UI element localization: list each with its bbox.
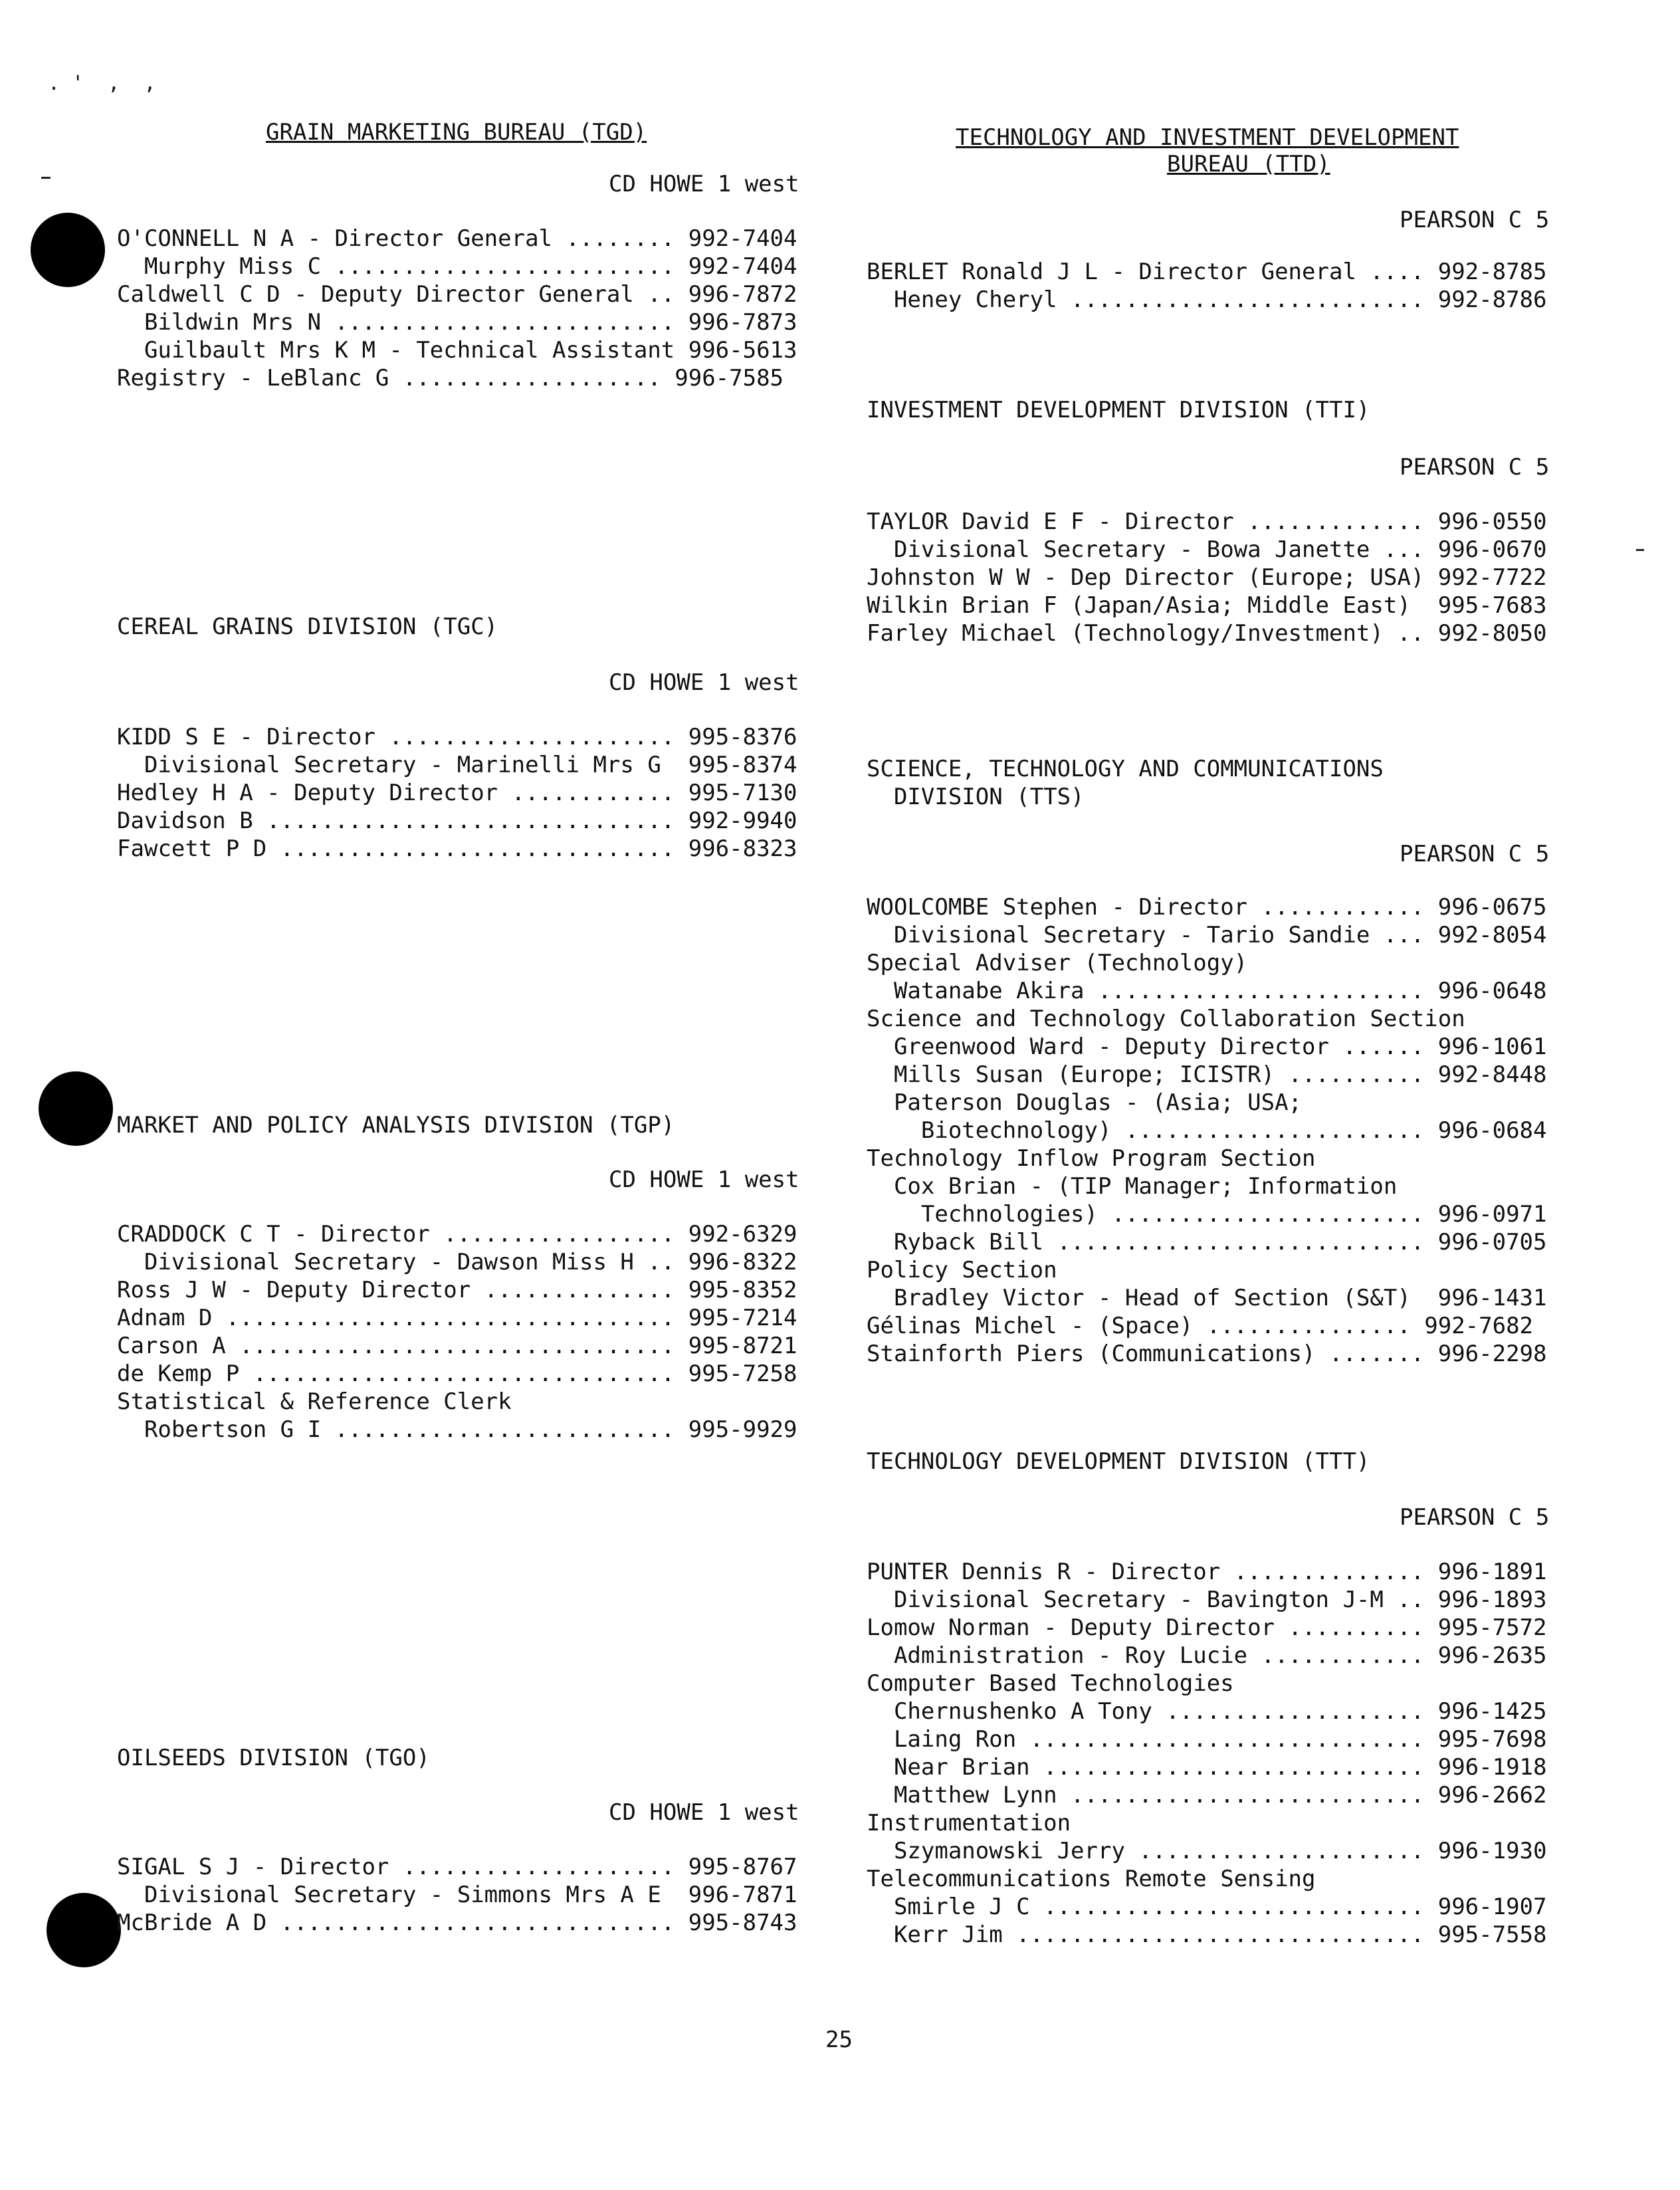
directory-line: Stainforth Piers (Communications) ....... 996-2298 — [867, 1341, 1547, 1367]
directory-line: de Kemp P ............................... 995-7258 — [117, 1361, 797, 1387]
directory-line: Statistical & Reference Clerk — [117, 1388, 512, 1415]
directory-line: Telecommunications Remote Sensing — [867, 1866, 1316, 1892]
directory-line: Divisional Secretary - Bavington J-M .. 996-1893 — [867, 1587, 1547, 1613]
directory-line: INVESTMENT DEVELOPMENT DIVISION (TTI) — [867, 397, 1370, 423]
directory-line: CD HOWE 1 west — [609, 1166, 799, 1193]
directory-line: Bildwin Mrs N ......................... 996-7873 — [117, 309, 797, 336]
directory-line: Technologies) ....................... 996-0971 — [867, 1201, 1547, 1228]
directory-line: Instrumentation — [867, 1810, 1071, 1836]
punch-hole — [39, 1071, 113, 1146]
directory-line: OILSEEDS DIVISION (TGO) — [117, 1745, 430, 1771]
directory-line: PEARSON C 5 — [1400, 841, 1550, 867]
directory-line: Lomow Norman - Deputy Director .......... 995-7572 — [867, 1614, 1547, 1641]
punch-hole — [31, 213, 105, 287]
directory-line: Special Adviser (Technology) — [867, 950, 1248, 976]
directory-line: O'CONNELL N A - Director General ........ 992-7404 — [117, 225, 797, 252]
directory-line: WOOLCOMBE Stephen - Director ............ 996-0675 — [867, 894, 1547, 921]
directory-line: Szymanowski Jerry ..................... 996-1930 — [867, 1838, 1547, 1864]
directory-line: TAYLOR David E F - Director ............. 996-0550 — [867, 508, 1547, 535]
directory-line: CEREAL GRAINS DIVISION (TGC) — [117, 613, 498, 640]
directory-line: Davidson B .............................. 992-9940 — [117, 808, 797, 834]
directory-line: PEARSON C 5 — [1400, 207, 1550, 233]
directory-line: SIGAL S J - Director .................... 995-8767 — [117, 1854, 797, 1880]
directory-line: Fawcett P D ............................. 996-8323 — [117, 835, 797, 862]
directory-line: Greenwood Ward - Deputy Director ...... 996-1061 — [867, 1034, 1547, 1060]
directory-line: Policy Section — [867, 1257, 1057, 1283]
punch-hole — [47, 1893, 121, 1967]
directory-line: Ross J W - Deputy Director .............. 995-8352 — [117, 1277, 797, 1303]
directory-line: Wilkin Brian F (Japan/Asia; Middle East) 995-7683 — [867, 592, 1547, 619]
directory-line: Matthew Lynn .......................... 996-2662 — [867, 1782, 1547, 1808]
scan-marks: . ' , , — [48, 72, 156, 95]
directory-line: Smirle J C ............................ 996-1907 — [867, 1894, 1547, 1920]
directory-line: Mills Susan (Europe; ICISTR) .......... 992-8448 — [867, 1061, 1547, 1088]
directory-line: Technology Inflow Program Section — [867, 1145, 1316, 1172]
directory-line: Carson A ................................ 995-8721 — [117, 1333, 797, 1359]
directory-line: Chernushenko A Tony ................... 996-1425 — [867, 1698, 1547, 1725]
directory-line: PEARSON C 5 — [1400, 454, 1550, 481]
directory-line: Divisional Secretary - Simmons Mrs A E 996-7871 — [117, 1882, 797, 1908]
directory-line: CRADDOCK C T - Director ................. 992-6329 — [117, 1221, 797, 1248]
directory-line: Farley Michael (Technology/Investment) .. 992-8050 — [867, 620, 1547, 647]
page-number: 25 — [825, 2026, 853, 2053]
directory-line: Adnam D ................................. 995-7214 — [117, 1305, 797, 1331]
directory-line: CD HOWE 1 west — [609, 669, 799, 696]
directory-line: Guilbault Mrs K M - Technical Assistant 996-5613 — [117, 337, 797, 364]
directory-line: Registry - LeBlanc G ................... 996-7585 — [117, 365, 784, 391]
directory-line: TECHNOLOGY DEVELOPMENT DIVISION (TTT) — [867, 1448, 1370, 1475]
directory-line: SCIENCE, TECHNOLOGY AND COMMUNICATIONS — [867, 756, 1384, 782]
directory-line: Bradley Victor - Head of Section (S&T) 996-1431 — [867, 1285, 1547, 1311]
directory-line: Divisional Secretary - Marinelli Mrs G 995-8374 — [117, 752, 797, 778]
directory-line: Ryback Bill ........................... 996-0705 — [867, 1229, 1547, 1256]
directory-line: Divisional Secretary - Bowa Janette ... 996-0670 — [867, 536, 1547, 563]
directory-line: CD HOWE 1 west — [609, 1799, 799, 1826]
directory-line: CD HOWE 1 west — [609, 171, 799, 197]
directory-line: Cox Brian - (TIP Manager; Information — [867, 1173, 1398, 1200]
directory-line: Murphy Miss C ......................... 992-7404 — [117, 253, 797, 280]
directory-line: Robertson G I ......................... 995-9929 — [117, 1416, 797, 1443]
directory-line: KIDD S E - Director ..................... 995-8376 — [117, 724, 797, 750]
directory-line: Watanabe Akira ........................ 996-0648 — [867, 978, 1547, 1004]
section-title: GRAIN MARKETING BUREAU (TGD) — [266, 119, 647, 146]
directory-line: Near Brian ............................ 996-1918 — [867, 1754, 1547, 1781]
directory-line: Divisional Secretary - Dawson Miss H .. 996-8322 — [117, 1249, 797, 1275]
directory-line: Heney Cheryl .......................... 992-8786 — [867, 286, 1547, 313]
directory-line: Divisional Secretary - Tario Sandie ... 992-8054 — [867, 922, 1547, 948]
directory-line: Hedley H A - Deputy Director ............ 995-7130 — [117, 780, 797, 806]
scan-dash — [41, 177, 51, 179]
directory-line: BERLET Ronald J L - Director General .... 992-8785 — [867, 259, 1547, 285]
directory-line: PEARSON C 5 — [1400, 1504, 1550, 1531]
directory-line: Computer Based Technologies — [867, 1670, 1234, 1697]
directory-line: Johnston W W - Dep Director (Europe; USA) 992-7722 — [867, 564, 1547, 591]
directory-line: Administration - Roy Lucie ............ 996-2635 — [867, 1642, 1547, 1669]
scan-dash — [1636, 549, 1644, 551]
directory-line: Caldwell C D - Deputy Director General .. 996-7872 — [117, 281, 797, 308]
directory-line: Gélinas Michel - (Space) ............... 992-7682 — [867, 1313, 1534, 1339]
directory-line: Paterson Douglas - (Asia; USA; — [867, 1089, 1303, 1116]
directory-line: MARKET AND POLICY ANALYSIS DIVISION (TGP) — [117, 1112, 675, 1139]
directory-line: Biotechnology) ...................... 996-0684 — [867, 1117, 1547, 1144]
directory-line: Science and Technology Collaboration Section — [867, 1006, 1465, 1032]
section-title: BUREAU (TTD) — [1167, 151, 1330, 177]
directory-line: McBride A D ............................. 995-8743 — [117, 1910, 797, 1936]
directory-line: Kerr Jim .............................. 995-7558 — [867, 1921, 1547, 1948]
directory-line: PUNTER Dennis R - Director .............. 996-1891 — [867, 1559, 1547, 1585]
directory-line: DIVISION (TTS) — [867, 784, 1085, 810]
section-title: TECHNOLOGY AND INVESTMENT DEVELOPMENT — [956, 124, 1459, 151]
directory-line: Laing Ron ............................. 995-7698 — [867, 1726, 1547, 1753]
